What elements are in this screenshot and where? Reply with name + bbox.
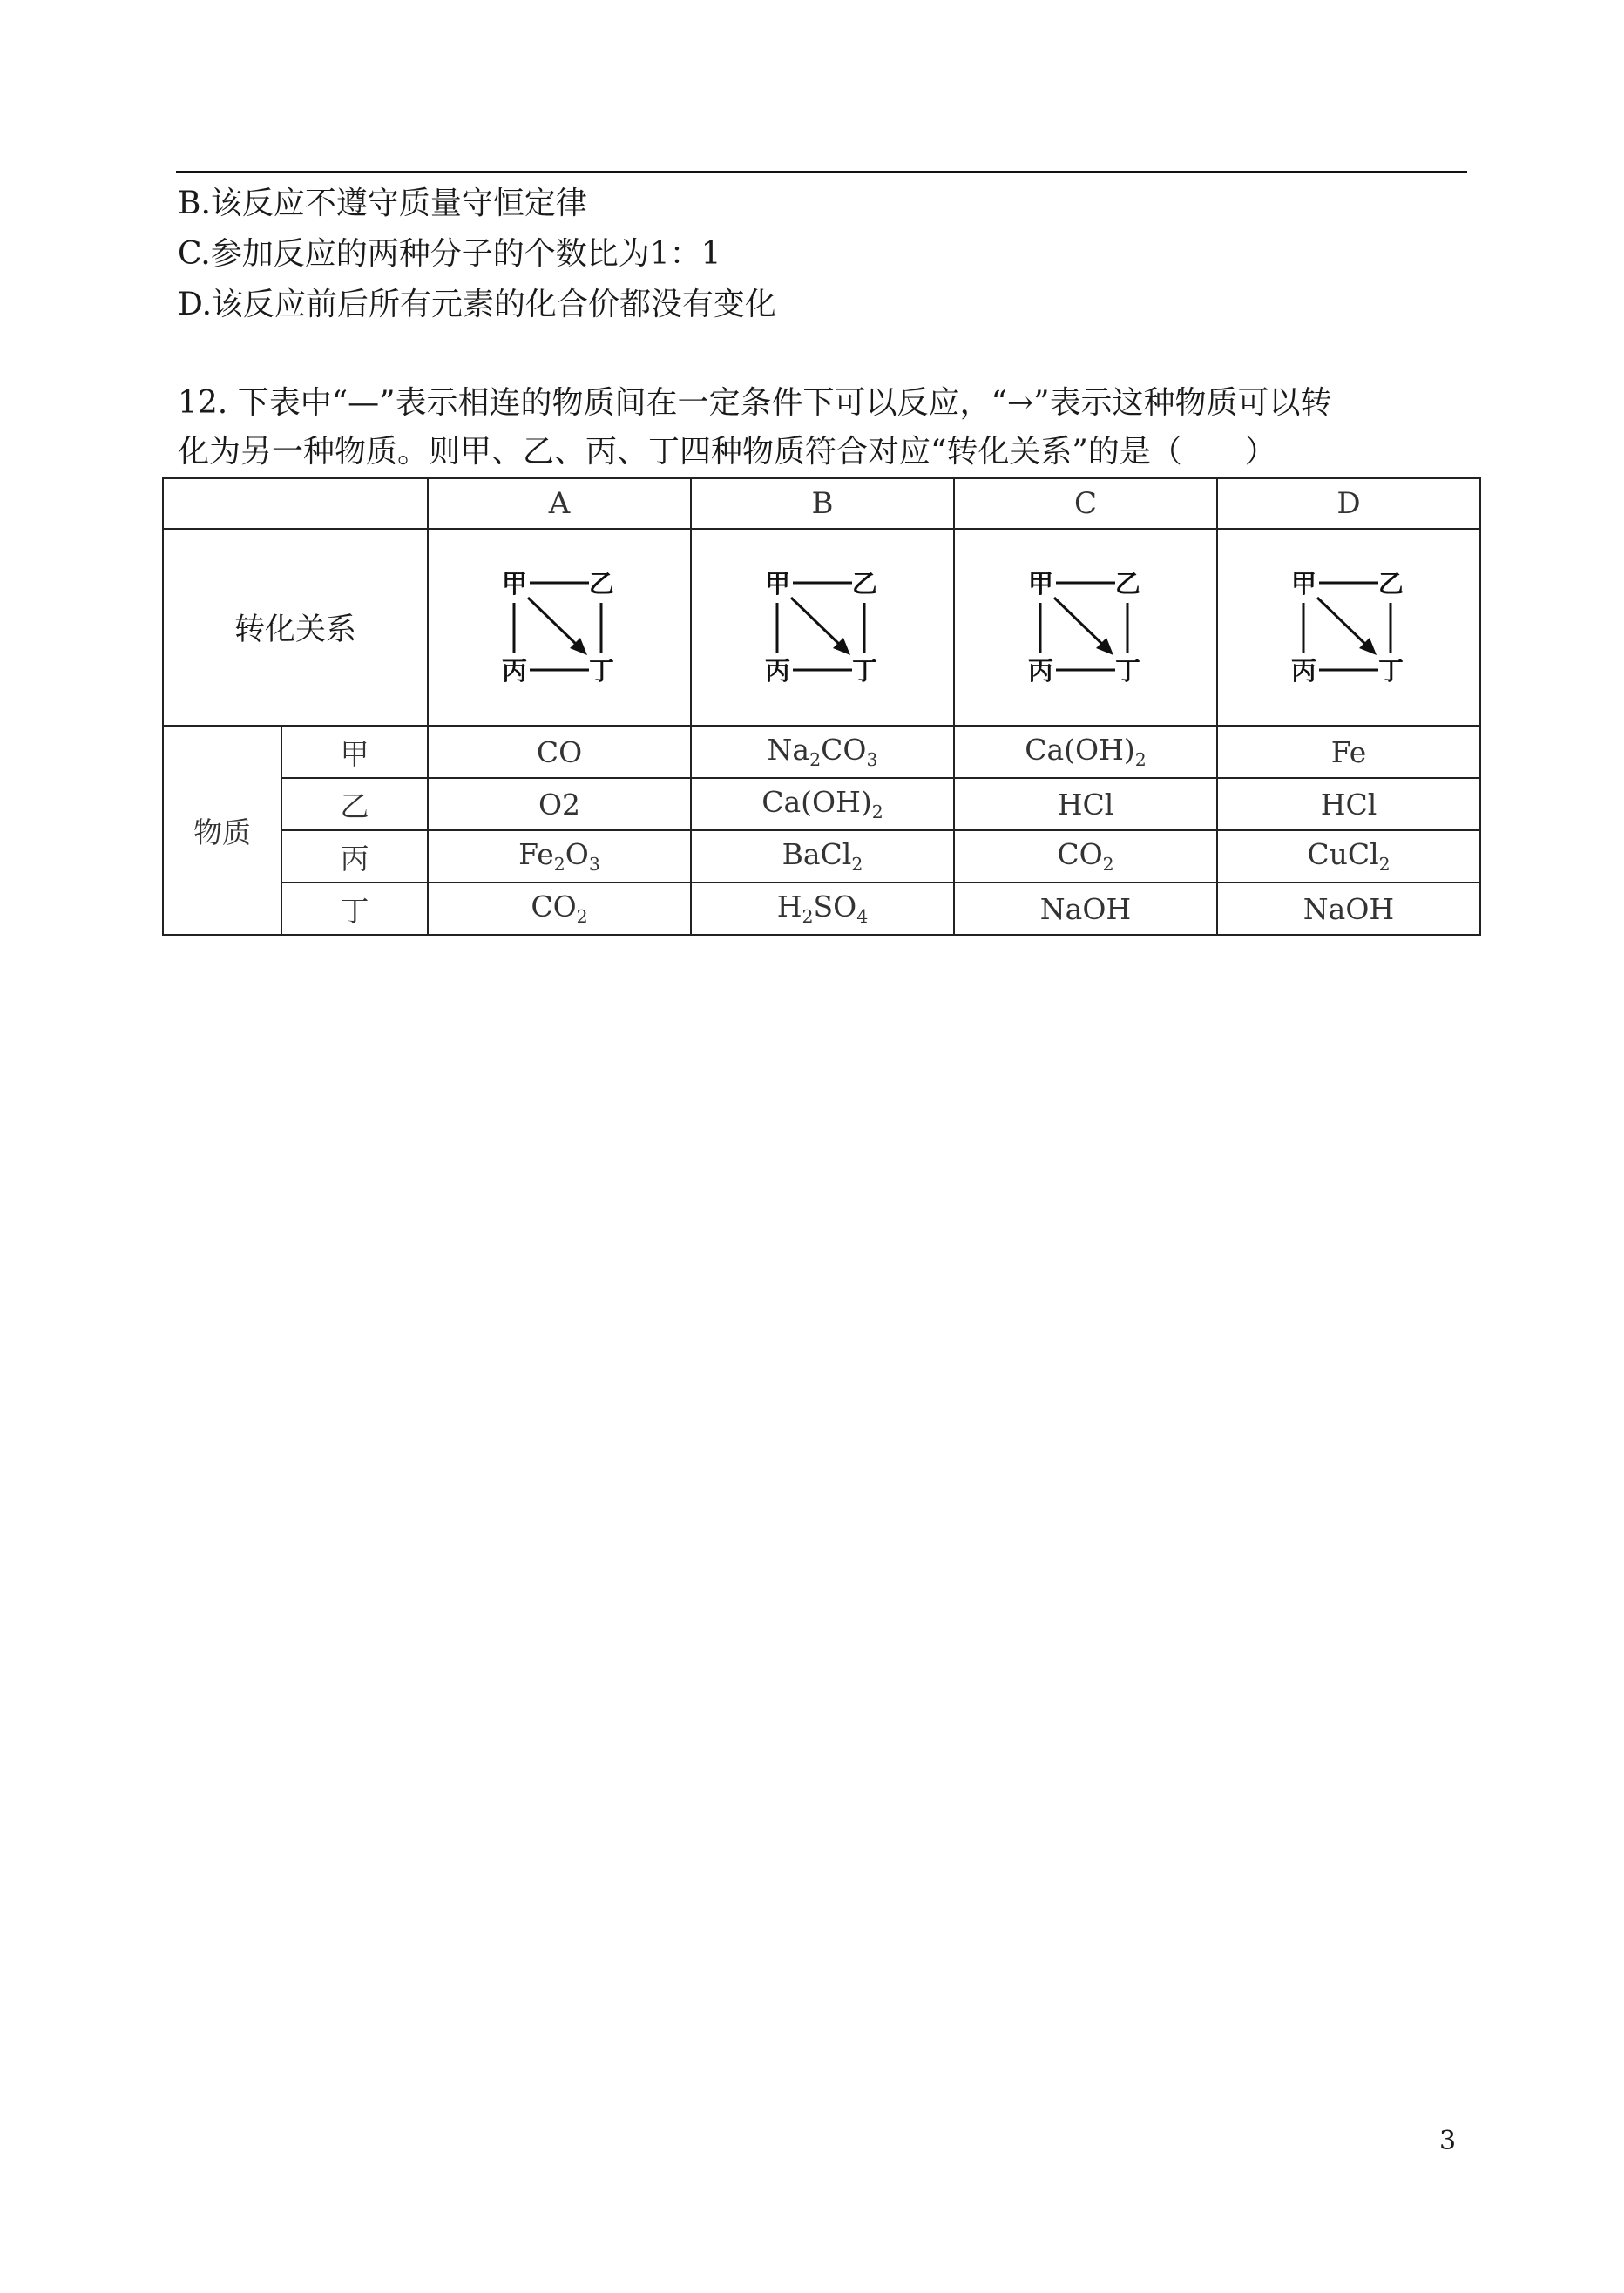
- formula-cell: $Na_2CO_3$: [691, 726, 954, 778]
- row-label: 甲: [281, 726, 428, 778]
- relation-row: [163, 529, 1480, 726]
- row-label: 丙: [281, 830, 428, 883]
- formula-cell: HCl: [954, 778, 1217, 830]
- diagram-label-yi: 乙: [852, 569, 878, 599]
- relation-label: 转化关系: [163, 529, 428, 726]
- formula-cell: CuCl$_2$: [1217, 830, 1480, 883]
- column-header-a: A: [428, 478, 691, 529]
- formula-cell: $Ca(OH)_2$: [691, 778, 954, 830]
- relation-diagram-d: [1291, 566, 1406, 688]
- option-c: C.参加反应的两种分子的个数比为1：1: [178, 236, 721, 272]
- diagram-label-jia: 甲: [1028, 569, 1054, 599]
- formula-cell: NaOH: [954, 883, 1217, 935]
- row-label: 乙: [281, 778, 428, 830]
- formula-cell: HCl: [1217, 778, 1480, 830]
- question-12-line-1: 12. 下表中“—”表示相连的物质间在一定条件下可以反应，“→”表示这种物质可以转: [178, 385, 1332, 421]
- formula-cell: $CO_2$: [428, 883, 691, 935]
- relation-cell-d: [1217, 529, 1480, 726]
- diagram-label-ding: 丁: [589, 656, 615, 686]
- formula-cell: $Fe_2O_3$: [428, 830, 691, 883]
- relation-cell-b: [691, 529, 954, 726]
- diagram-label-yi: 乙: [1115, 569, 1141, 599]
- formula-cell: O2: [428, 778, 691, 830]
- substance-row-jia: [163, 726, 1480, 778]
- diagram-label-jia: 甲: [1291, 569, 1317, 599]
- column-header-d: D: [1217, 478, 1480, 529]
- formula-cell: $CO_2$: [954, 830, 1217, 883]
- substance-label: 物质: [163, 726, 281, 935]
- substance-row-yi: [163, 778, 1480, 830]
- option-d: D.该反应前后所有元素的化合价都没有变化: [178, 287, 777, 322]
- diagram-label-ding: 丁: [1115, 656, 1141, 686]
- formula-cell: NaOH: [1217, 883, 1480, 935]
- substance-row-bing: [163, 830, 1480, 883]
- diagram-label-yi: 乙: [589, 569, 615, 599]
- header-rule: [176, 171, 1467, 173]
- relation-diagram-a: [502, 566, 617, 688]
- relation-diagram-b: [765, 566, 880, 688]
- diagram-label-ding: 丁: [1378, 656, 1404, 686]
- option-b: B.该反应不遵守质量守恒定律: [178, 186, 587, 221]
- formula-cell: BaCl$_2$: [691, 830, 954, 883]
- row-label: 丁: [281, 883, 428, 935]
- column-header-c: C: [954, 478, 1217, 529]
- header-row: [163, 478, 1480, 529]
- formula-cell: CO: [428, 726, 691, 778]
- substance-row-ding: [163, 883, 1480, 935]
- relation-cell-c: [954, 529, 1217, 726]
- relation-cell-a: [428, 529, 691, 726]
- diagram-label-jia: 甲: [502, 569, 528, 599]
- formula-cell: $H_2SO_4$: [691, 883, 954, 935]
- conversion-table: [162, 477, 1481, 936]
- page-number: 3: [1439, 2126, 1457, 2156]
- question-12-line-2: 化为另一种物质。则甲、乙、丙、丁四种物质符合对应“转化关系”的是（ ）: [178, 434, 1276, 470]
- diagram-label-bing: 丙: [502, 656, 528, 686]
- diagram-label-yi: 乙: [1378, 569, 1404, 599]
- diagram-label-bing: 丙: [1291, 656, 1317, 686]
- diagram-label-ding: 丁: [852, 656, 878, 686]
- formula-cell: Fe: [1217, 726, 1480, 778]
- relation-diagram-c: [1028, 566, 1143, 688]
- corner-cell: [163, 478, 428, 529]
- diagram-label-jia: 甲: [765, 569, 791, 599]
- diagram-label-bing: 丙: [1028, 656, 1054, 686]
- formula-cell: $Ca(OH)_2$: [954, 726, 1217, 778]
- diagram-label-bing: 丙: [765, 656, 791, 686]
- column-header-b: B: [691, 478, 954, 529]
